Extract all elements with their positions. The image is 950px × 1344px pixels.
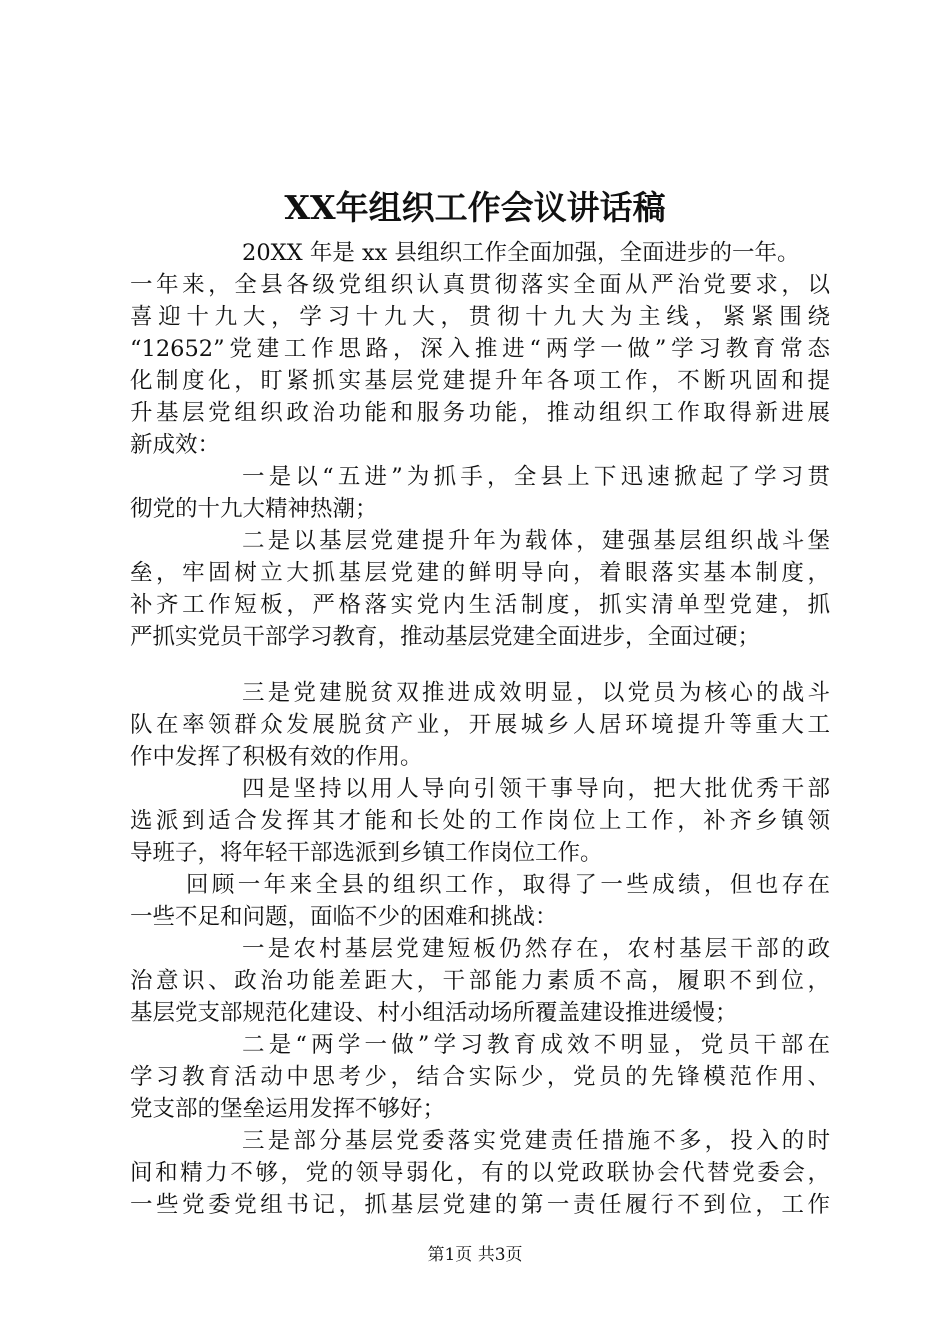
body-line: 一是农村基层党建短板仍然存在，农村基层干部的政	[242, 936, 830, 962]
body-line: 作中发挥了积极有效的作用。	[130, 744, 423, 770]
body-line: 间和精力不够，党的领导弱化，有的以党政联协会代替党委会，	[130, 1160, 830, 1186]
body-line: “12652”党建工作思路，深入推进“两学一做”学习教育常态	[130, 336, 830, 362]
body-line: 学习教育活动中思考少，结合实际少，党员的先锋模范作用、	[130, 1064, 830, 1090]
body-line: 队在率领群众发展脱贫产业，开展城乡人居环境提升等重大工	[130, 712, 830, 738]
page-number-footer: 第1页 共3页	[427, 1245, 523, 1265]
body-line: 20XX 年是 xx 县组织工作全面加强，全面进步的一年。	[242, 240, 800, 266]
body-line: 选派到适合发挥其才能和长处的工作岗位上工作，补齐乡镇领	[130, 808, 830, 834]
body-line: 回顾一年来全县的组织工作，取得了一些成绩，但也存在	[186, 872, 830, 898]
body-line: 垒，牢固树立大抓基层党建的鲜明导向，着眼落实基本制度，	[130, 560, 830, 586]
body-line: 三是部分基层党委落实党建责任措施不多，投入的时	[242, 1128, 830, 1154]
body-line: 导班子，将年轻干部选派到乡镇工作岗位工作。	[130, 840, 603, 866]
body-line: 一是以“五进”为抓手，全县上下迅速掀起了学习贯	[242, 464, 830, 490]
body-line: 二是“两学一做”学习教育成效不明显，党员干部在	[242, 1032, 830, 1058]
body-line: 二是以基层党建提升年为载体，建强基层组织战斗堡	[242, 528, 830, 554]
body-line: 治意识、政治功能差距大，干部能力素质不高，履职不到位，	[130, 968, 830, 994]
body-line: 基层党支部规范化建设、村小组活动场所覆盖建设推进缓慢；	[130, 1000, 738, 1026]
body-line: 一些不足和问题，面临不少的困难和挑战：	[130, 904, 558, 930]
body-line: 化制度化，盯紧抓实基层党建提升年各项工作，不断巩固和提	[130, 368, 830, 394]
body-line: 四是坚持以用人导向引领干事导向，把大批优秀干部	[242, 776, 830, 802]
body-line: 三是党建脱贫双推进成效明显，以党员为核心的战斗	[242, 680, 830, 706]
body-line: 一些党委党组书记，抓基层党建的第一责任履行不到位，工作	[130, 1192, 830, 1218]
body-line: 升基层党组织政治功能和服务功能，推动组织工作取得新进展	[130, 400, 830, 426]
body-line: 补齐工作短板，严格落实党内生活制度，抓实清单型党建，抓	[130, 592, 830, 618]
body-line: 喜迎十九大，学习十九大，贯彻十九大为主线，紧紧围绕	[130, 304, 830, 330]
body-line: 彻党的十九大精神热潮；	[130, 496, 378, 522]
document-title: XX年组织工作会议讲话稿	[284, 188, 666, 227]
body-line: 新成效：	[130, 432, 221, 458]
body-line: 党支部的堡垒运用发挥不够好；	[130, 1096, 446, 1122]
body-line: 严抓实党员干部学习教育，推动基层党建全面进步，全面过硬；	[130, 624, 761, 650]
body-line: 一年来，全县各级党组织认真贯彻落实全面从严治党要求，以	[130, 272, 830, 298]
